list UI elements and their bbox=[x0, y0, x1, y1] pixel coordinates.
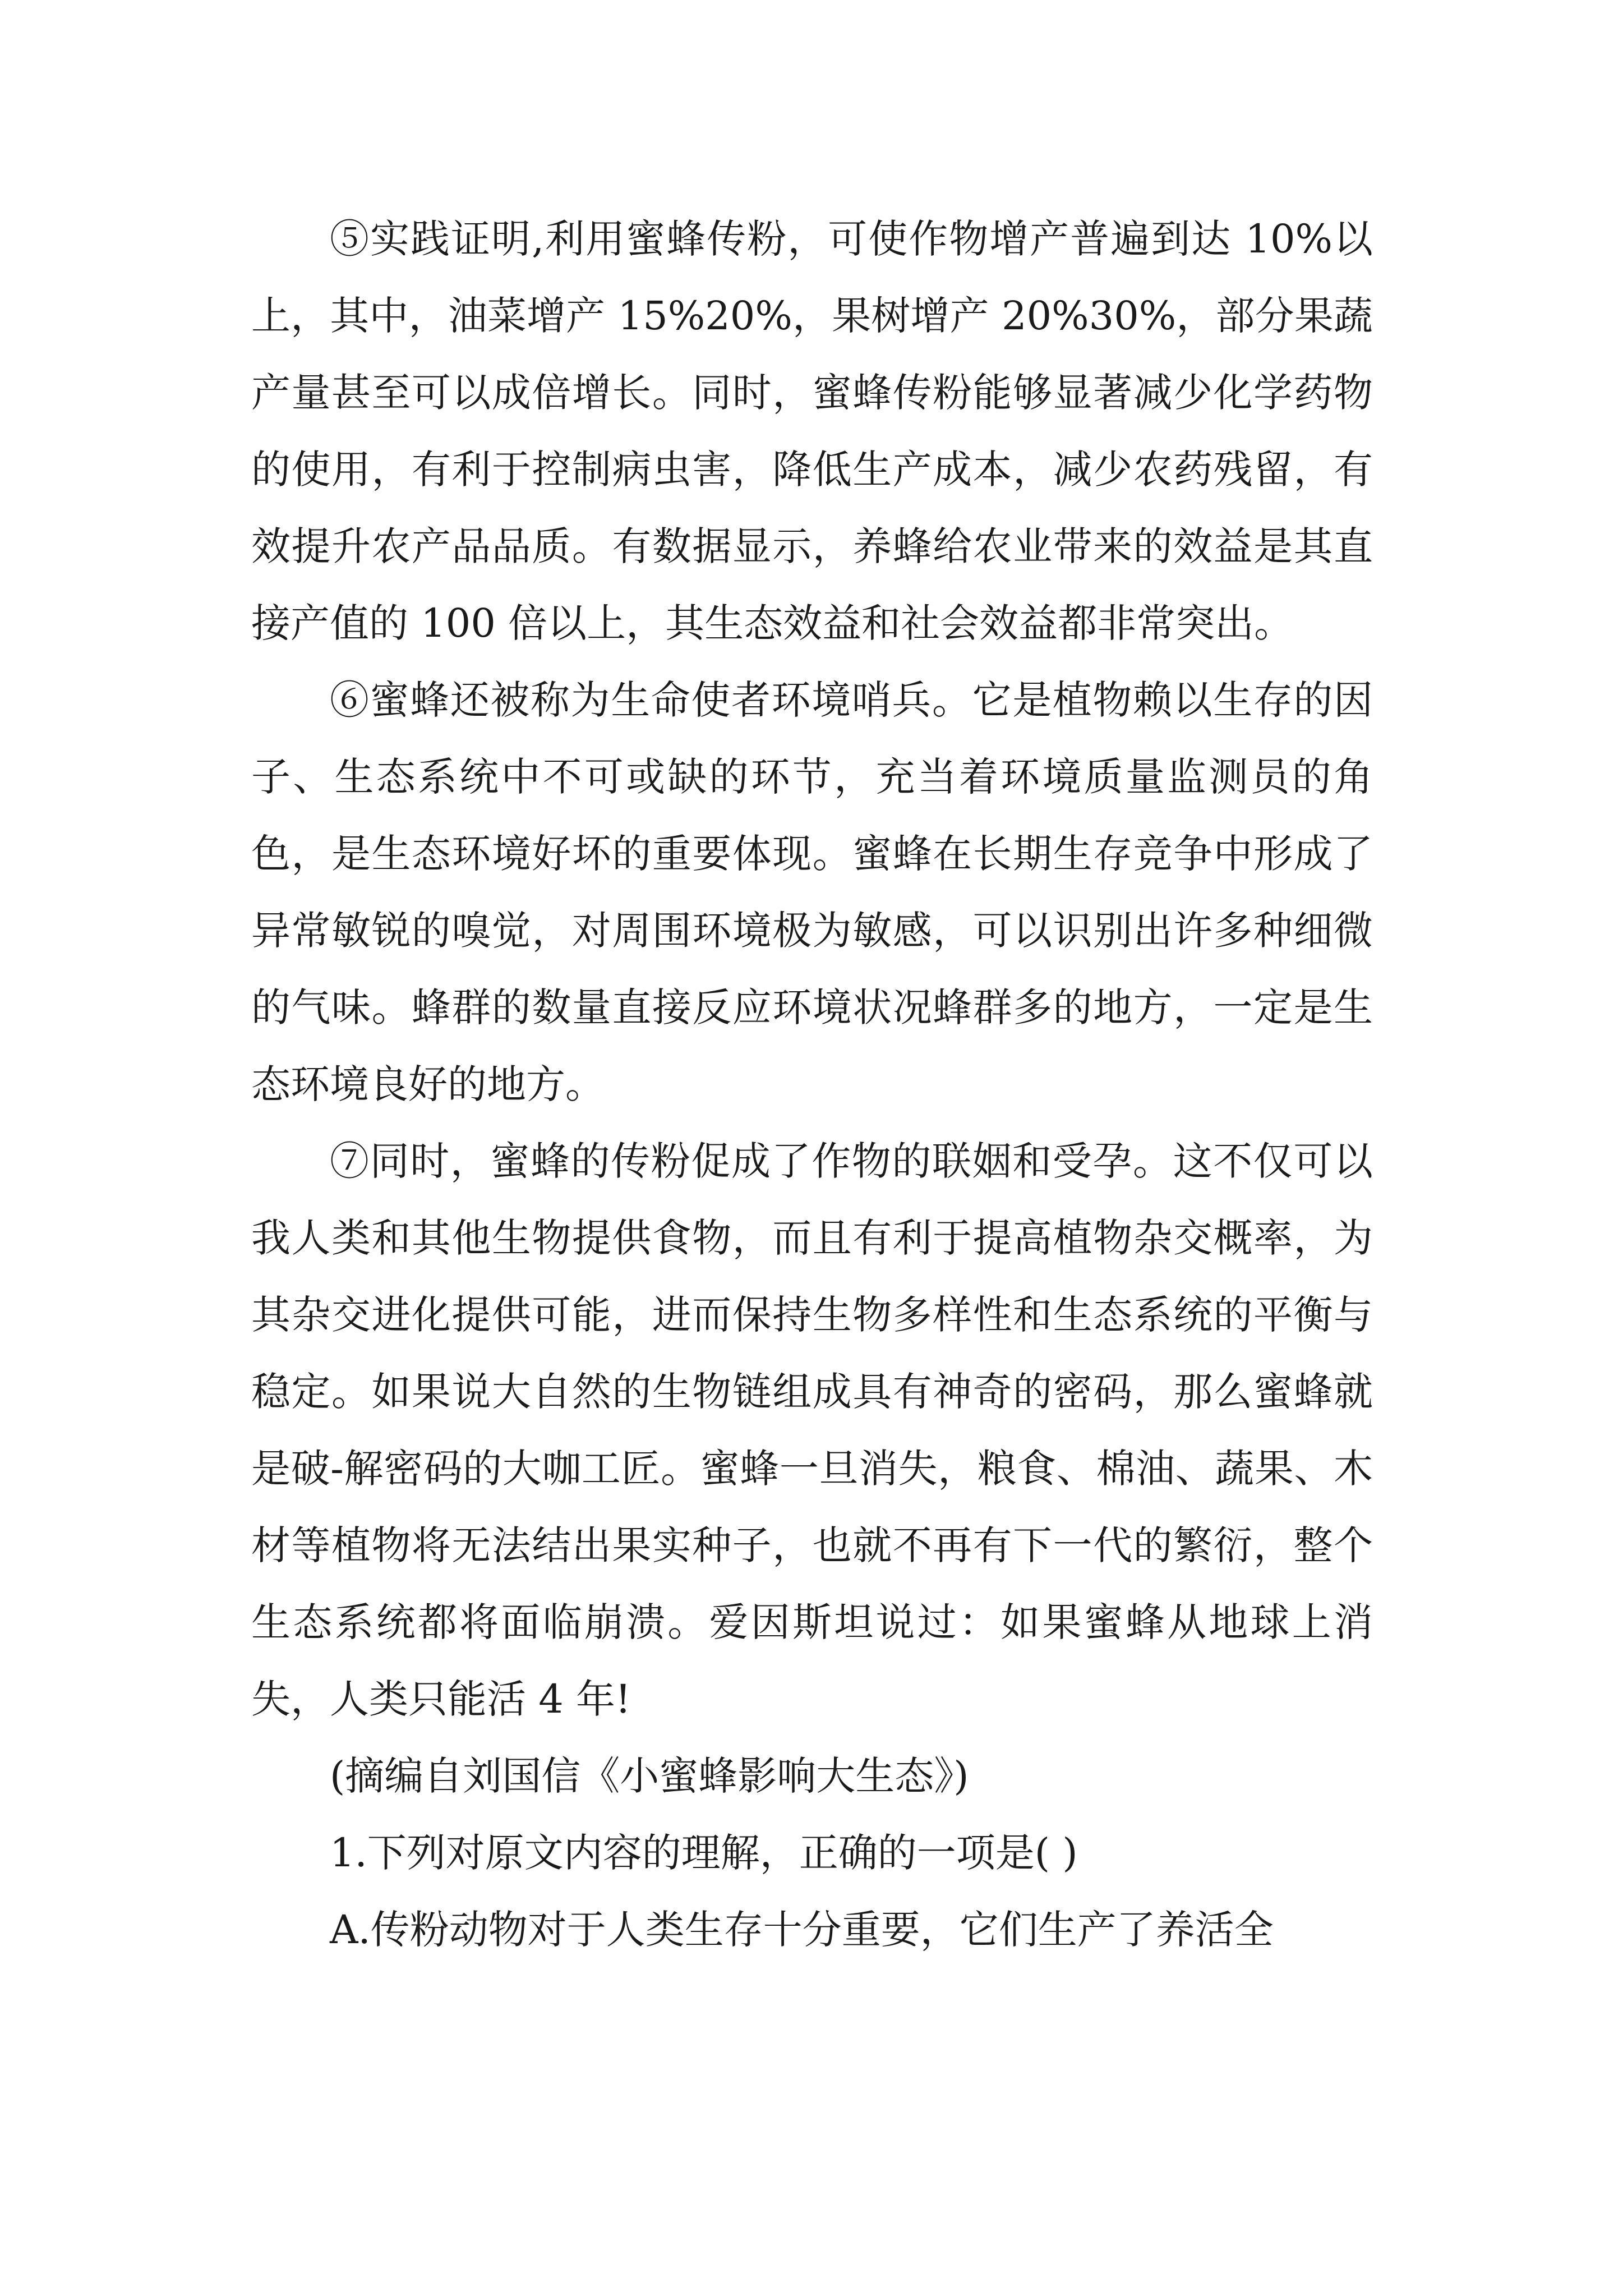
document-page bbox=[251, 201, 1373, 1968]
source-citation: (摘编自刘国信《小蜜蜂影响大生态》) bbox=[330, 1753, 969, 1799]
paragraph-7: ⑦同时，蜜蜂的传粉促成了作物的联姻和受孕。这不仅可以我人类和其他生物提供食物，而且有利于提高植物杂交概率，为其杂交进化提供可能，进而保持生物多样性和生态系统的平衡与稳定。如果说大自然的生物链组成具有神奇的密码，那么蜜蜂就是破-解密码的大咖工匠。蜜蜂一旦消失，粮食、棉油、蔬果、木材等植物将无法结出果实种子，也就不再有下一代的繁衍，整个生态系统都将面临崩溃。爱因斯坦说过：如果蜜蜂从地球上消失，人类只能活 4 年! bbox=[251, 1138, 1373, 1722]
option-a: A.传粉动物对于人类生存十分重要，它们生产了养活全 bbox=[330, 1907, 1274, 1953]
paragraph-6: ⑥蜜蜂还被称为生命使者环境哨兵。它是植物赖以生存的因子、生态系统中不可或缺的环节，充当着环境质量监测员的角色，是生态环境好坏的重要体现。蜜蜂在长期生存竞争中形成了异常敏锐的嗅觉，对周围环境极为敏感，可以识别出许多种细微的气味。蜂群的数量直接反应环境状况蜂群多的地方，一定是生态环境良好的地方。 bbox=[251, 677, 1373, 1107]
question-1: 1.下列对原文内容的理解，正确的一项是( ) bbox=[330, 1830, 1078, 1876]
paragraph-5: ⑤实践证明,利用蜜蜂传粉，可使作物增产普遍到达 10%以上，其中，油菜增产 15%20%，果树增产 20%30%，部分果蔬产量甚至可以成倍增长。同时，蜜蜂传粉能够显著减少化学药物的使用，有利于控制病虫害，降低生产成本，减少农药残留，有效提升农产品品质。有数据显示，养蜂给农业带来的效益是其直接产值的 100 倍以上，其生态效益和社会效益都非常突出。 bbox=[251, 216, 1373, 646]
